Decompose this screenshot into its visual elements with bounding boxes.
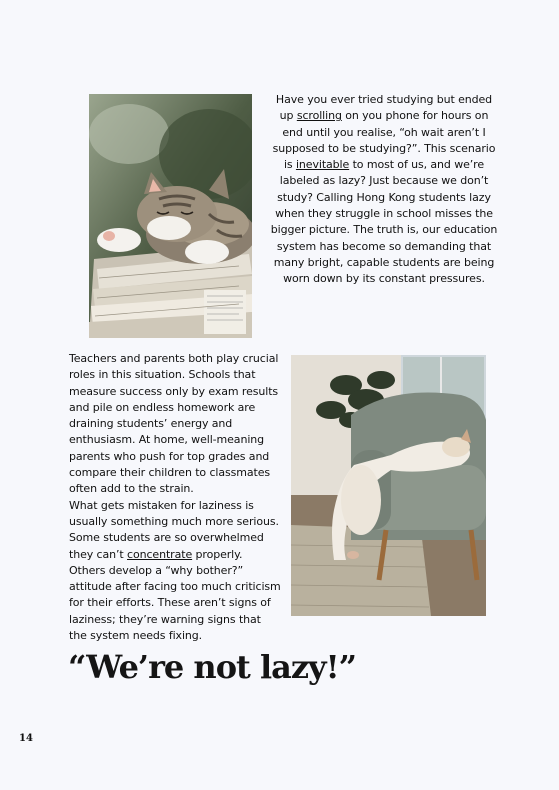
body-paragraph-1: Teachers and parents both play crucial roles in this situation. Schools that measure success only by exam results and pile on endless homework are draining students’ energy and enthusiasm. At home, well-meaning parents who push for top grades and compare their children to classmates often add to the strain. xyxy=(69,352,279,496)
intro-underlined-scrolling: scrolling xyxy=(296,109,342,123)
cat-on-armchair-photo xyxy=(291,355,486,616)
body-text-2b: properly. Others develop a “why bother?” attitude after facing too much criticism for their efforts. These aren’t signs of laziness; they’re warning signs that the system needs fixing. xyxy=(69,547,281,643)
page-number: 14 xyxy=(19,733,33,744)
intro-paragraph xyxy=(270,92,498,288)
cat-armchair-illustration xyxy=(291,355,486,616)
sleeping-cat-illustration xyxy=(89,94,252,338)
body-text-2a: What gets mistaken for laziness is usually something much more serious. Some students are so overwhelmed they can’t xyxy=(69,498,279,561)
intro-text-2: on you phone for hours on end until you realise, “oh wait aren’t I supposed to be studying?”. This scenario is xyxy=(272,109,496,172)
intro-text-3: to most of us, and we’re labeled as lazy? Just because we don’t study? Calling Hong Kong students lazy when they struggle in school misses the bigger picture. The truth is, our education system has become so demanding that many bright, capable students are being worn down by its constant pressures. xyxy=(270,158,498,286)
intro-underlined-inevitable: inevitable xyxy=(295,158,350,172)
intro-text-1: Have you ever tried studying but ended up xyxy=(275,93,493,123)
body-paragraph-2 xyxy=(69,498,281,645)
sleeping-cat-on-newspapers-photo xyxy=(89,94,252,338)
body-text xyxy=(69,351,281,644)
headline-quote: “We’re not lazy!” xyxy=(67,648,357,686)
body-underlined-concentrate: concentrate xyxy=(127,547,193,561)
